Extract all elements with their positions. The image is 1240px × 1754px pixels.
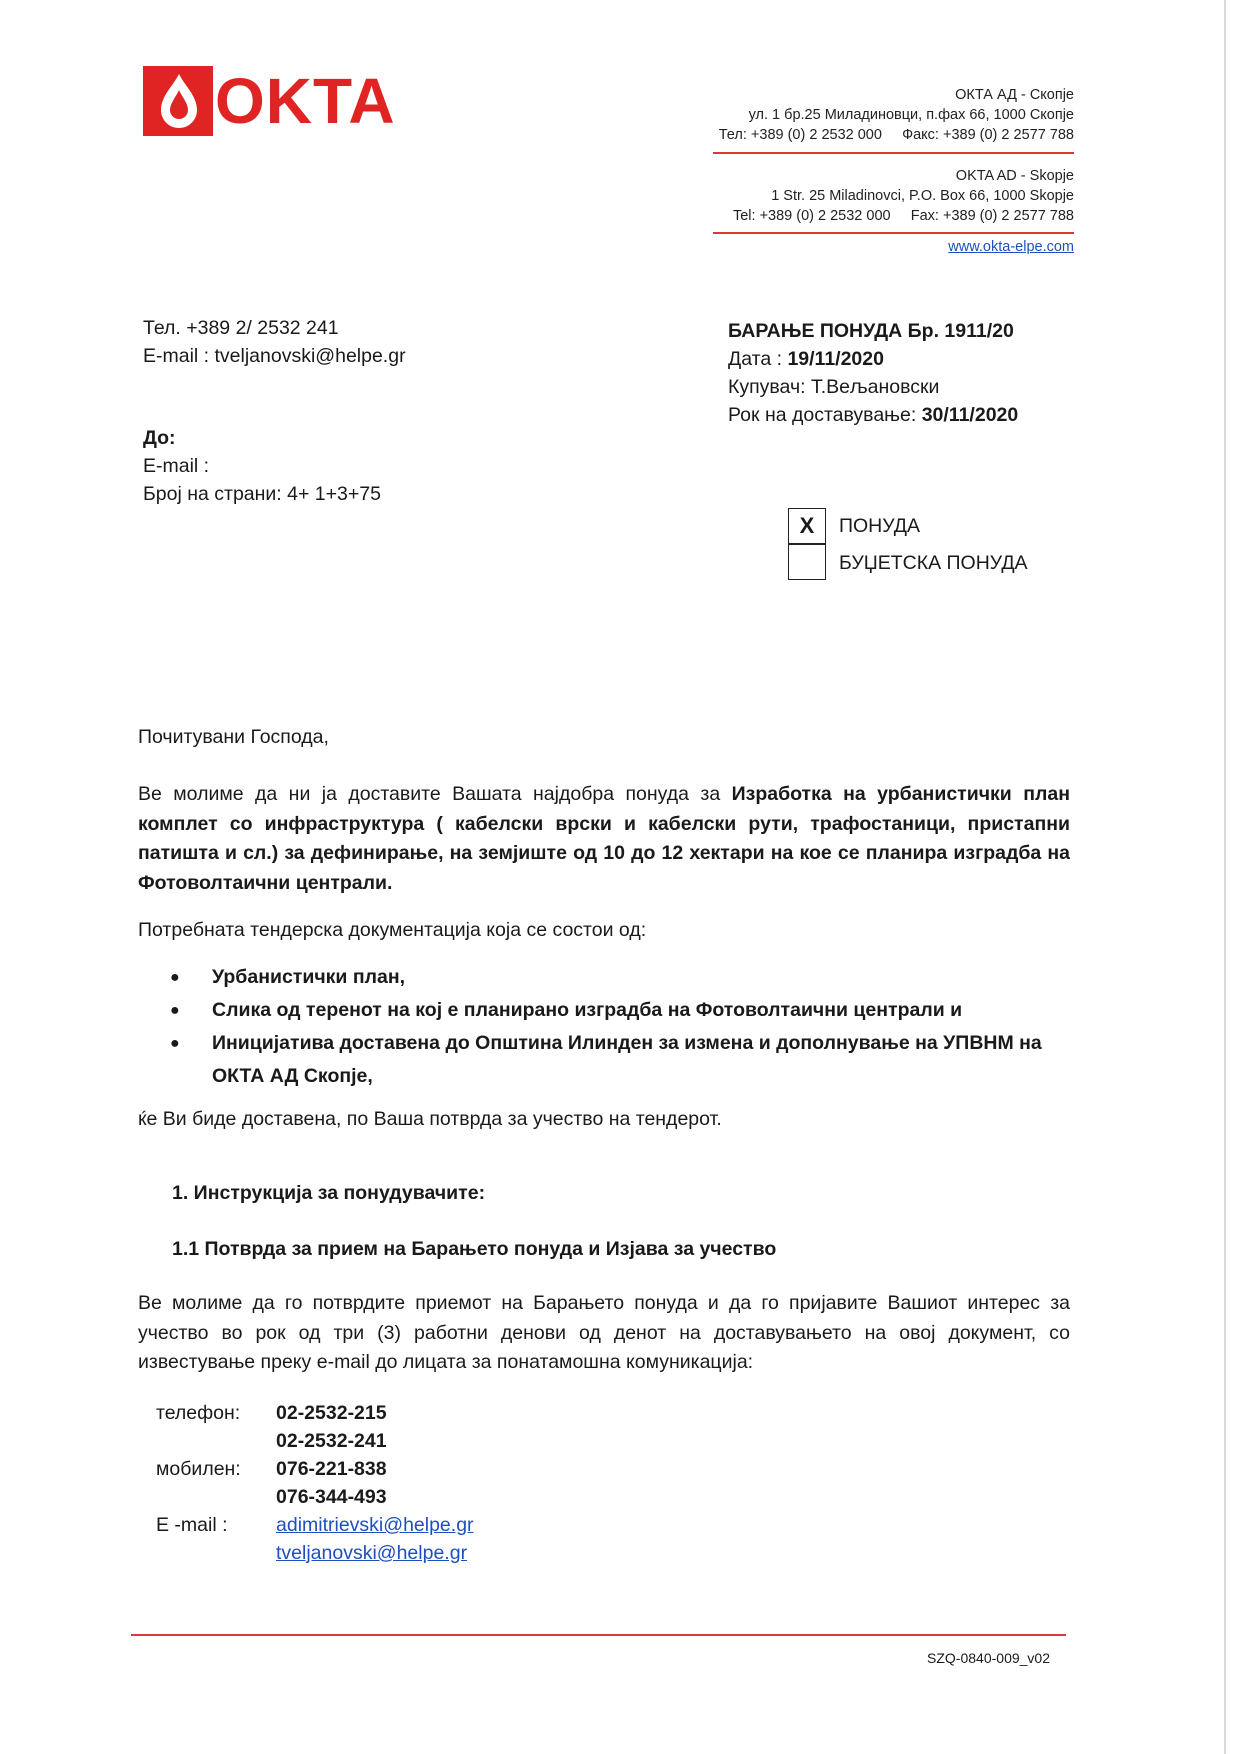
list-item (170, 961, 1070, 994)
contact-label (156, 1539, 276, 1567)
salutation: Почитувани Господа, (138, 726, 329, 748)
section-heading-1: 1. Инструкција за понудувачите: (172, 1182, 486, 1204)
list-item-text: Слика од теренот на кој е планирано изградба на Фотоволтаични централи и (212, 999, 963, 1021)
website-link[interactable]: www.okta-elpe.com (948, 239, 1074, 255)
deadline-label: Рок на доставување: (728, 404, 917, 426)
logo-wordmark: OKTA (215, 65, 396, 137)
header-divider (713, 232, 1074, 234)
bullet-icon: ● (170, 969, 180, 986)
company-contact-en (733, 206, 1074, 226)
request-title: БАРАЊЕ ПОНУДА Бр. 1911/20 (728, 320, 1014, 342)
intro-paragraph (138, 780, 1070, 898)
budget-offer-label: БУЏЕТСКА ПОНУДА (839, 552, 1028, 574)
sender-email: E-mail : tveljanovski@helpe.gr (143, 345, 406, 367)
contact-label (156, 1427, 276, 1455)
email-link[interactable]: adimitrievski@helpe.gr (276, 1514, 474, 1536)
contact-list (156, 1399, 474, 1567)
contact-value: 02-2532-241 (276, 1430, 387, 1452)
deadline-value: 30/11/2020 (921, 404, 1019, 426)
offer-label: ПОНУДА (839, 515, 920, 537)
company-contact-mk (719, 125, 1074, 145)
contact-label: телефон: (156, 1402, 241, 1424)
date-value: 19/11/2020 (787, 348, 884, 370)
header-divider (713, 152, 1074, 154)
intro-plain: Ве молиме да ни ја доставите Вашата најдобра понуда за (138, 783, 732, 805)
company-name-en: OKTA AD - Skopje (955, 168, 1074, 184)
page-count: Број на страни: 4+ 1+3+75 (143, 483, 381, 505)
sender-tel: Тел. +389 2/ 2532 241 (143, 317, 339, 339)
company-phone-en: Tel: +389 (0) 2 2532 000 (732, 208, 891, 224)
docs-list (170, 961, 1070, 1093)
bullet-icon: ● (170, 1002, 180, 1019)
recipient-email: E-mail : (143, 455, 210, 477)
contact-value: 076-344-493 (276, 1486, 387, 1508)
bullet-icon: ● (170, 1035, 180, 1052)
request-date (728, 345, 1018, 373)
company-address-mk: ул. 1 бр.25 Миладиновци, п.фах 66, 1000 Скопје (748, 107, 1074, 123)
docs-outro: ќе Ви биде доставена, по Ваша потврда за учество на тендерот. (138, 1108, 722, 1130)
offer-checkbox[interactable]: X (788, 508, 826, 544)
intro-bold: Изработка на урбанистички план комплет со инфраструктура ( кабелски врски и кабелски рути, трафостаници, пристапни патишта и сл.) за дефинирање, на земјиште од 10 до 12 хектари на кое се планира изградба на Фотоволтаични централи. (138, 783, 1070, 894)
company-fax-en: Fax: +389 (0) 2 2577 788 (910, 208, 1074, 224)
date-label: Дата : (728, 348, 783, 370)
contact-row (156, 1427, 474, 1455)
request-buyer: Купувач: Т.Вељановски (728, 376, 940, 398)
list-item (170, 994, 1070, 1027)
contact-row (156, 1399, 474, 1427)
company-fax-mk: Факс: +389 (0) 2 2577 788 (902, 127, 1074, 143)
contact-value: 02-2532-215 (276, 1402, 387, 1424)
contact-row (156, 1539, 474, 1567)
contact-row (156, 1455, 474, 1483)
page-edge (1224, 0, 1226, 1754)
list-item (170, 1027, 1070, 1093)
contact-row (156, 1511, 474, 1539)
budget-offer-checkbox[interactable] (788, 544, 826, 580)
contact-row (156, 1483, 474, 1511)
confirm-paragraph: Ве молиме да го потврдите приемот на Барањето понуда и да го пријавите Вашиот интерес за учество во рок од три (3) работни денови од денот на доставувањето на овој документ, со известување преку e-mail до лицата за понатамошна комуникација: (138, 1292, 1070, 1373)
document-id: SZQ-0840-009_v02 (927, 1650, 1050, 1666)
docs-intro: Потребната тендерска документација која се состои од: (138, 919, 647, 941)
recipient-to: До: (143, 427, 176, 449)
contact-label: E -mail : (156, 1514, 228, 1536)
contact-value: 076-221-838 (276, 1458, 387, 1480)
contact-label: мобилен: (156, 1458, 241, 1480)
company-phone-mk: Тел: +389 (0) 2 2532 000 (718, 127, 882, 143)
company-info-en (733, 166, 1074, 226)
request-info (728, 317, 1018, 429)
sender-info (143, 314, 406, 370)
company-info-mk (719, 85, 1074, 145)
recipient-info (143, 424, 381, 508)
email-link[interactable]: tveljanovski@helpe.gr (276, 1542, 468, 1564)
footer-divider (131, 1634, 1066, 1636)
company-logo (143, 66, 396, 136)
section-heading-1-1: 1.1 Потврда за прием на Барањето понуда и Изјава за учество (172, 1238, 777, 1260)
contact-label (156, 1483, 276, 1511)
okta-drop-icon (143, 66, 213, 136)
list-item-text: Урбанистички план, (212, 966, 406, 988)
request-deadline (728, 401, 1018, 429)
list-item-text: Иницијатива доставена до Општина Илинден за измена и дополнување на УПВНМ на ОКТА АД Скопје, (212, 1032, 1042, 1087)
company-address-en: 1 Str. 25 Miladinovci, P.O. Box 66, 1000 Skopje (771, 188, 1074, 204)
company-name-mk: ОКТА АД - Скопје (955, 87, 1074, 103)
